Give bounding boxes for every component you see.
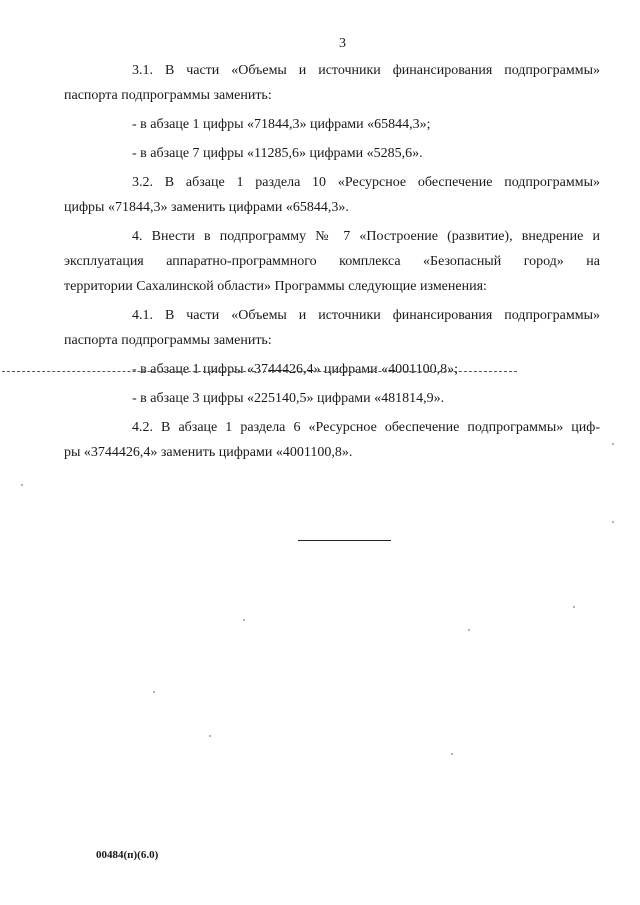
paragraph-4-2 (64, 415, 600, 465)
scan-dashed-line (2, 371, 517, 372)
end-of-text-rule (298, 540, 391, 541)
scan-speck (612, 521, 614, 523)
paragraph-3-1 (64, 58, 600, 108)
paragraph-line: паспорта подпрограммы заменить: (64, 88, 272, 103)
paragraph-4-1-a (98, 357, 600, 382)
scan-speck (612, 443, 614, 445)
paragraph-line: - в абзаце 1 цифры «3744426,4» цифрами «4001100,8»; (132, 362, 459, 377)
paragraph-line: - в абзаце 7 цифры «11285,6» цифрами «5285,6». (132, 146, 423, 161)
document-body (64, 58, 600, 469)
paragraph-line: эксплуатация аппаратно-программного комплекса «Безопасный город» на (64, 254, 600, 269)
paragraph-3-1-a (98, 112, 600, 137)
scan-speck (468, 629, 470, 631)
scan-speck (573, 606, 575, 608)
paragraph-line: 3.2. В абзаце 1 раздела 10 «Ресурсное обеспечение подпрограммы» (132, 175, 600, 190)
paragraph-line: цифры «71844,3» заменить цифрами «65844,3». (64, 200, 349, 215)
paragraph-line: паспорта подпрограммы заменить: (64, 333, 272, 348)
paragraph-3-1-b (98, 141, 600, 166)
paragraph-line: 4.1. В части «Объемы и источники финансирования подпрограммы» (132, 308, 600, 323)
page-number: 3 (339, 36, 346, 51)
paragraph-line: - в абзаце 3 цифры «225140,5» цифрами «481814,9». (132, 391, 445, 406)
scan-speck (209, 735, 211, 737)
paragraph-4-1 (64, 303, 600, 353)
scan-speck (451, 753, 453, 755)
paragraph-line: - в абзаце 1 цифры «71844,3» цифрами «65844,3»; (132, 117, 431, 132)
paragraph-4-1-b (98, 386, 600, 411)
scan-speck (243, 619, 245, 621)
paragraph-line: 4.2. В абзаце 1 раздела 6 «Ресурсное обеспечение подпрограммы» циф- (132, 420, 600, 435)
scan-speck (153, 691, 155, 693)
paragraph-line: ры «3744426,4» заменить цифрами «4001100,8». (64, 445, 353, 460)
paragraph-3-2 (64, 170, 600, 220)
scan-speck (21, 484, 23, 486)
document-code: 00484(п)(6.0) (96, 849, 159, 861)
paragraph-line: 3.1. В части «Объемы и источники финансирования подпрограммы» (132, 63, 600, 78)
paragraph-4 (64, 224, 600, 299)
paragraph-line: территории Сахалинской области» Программы следующие изменения: (64, 279, 487, 294)
paragraph-line: 4. Внести в подпрограмму № 7 «Построение (развитие), внедрение и (132, 229, 600, 244)
